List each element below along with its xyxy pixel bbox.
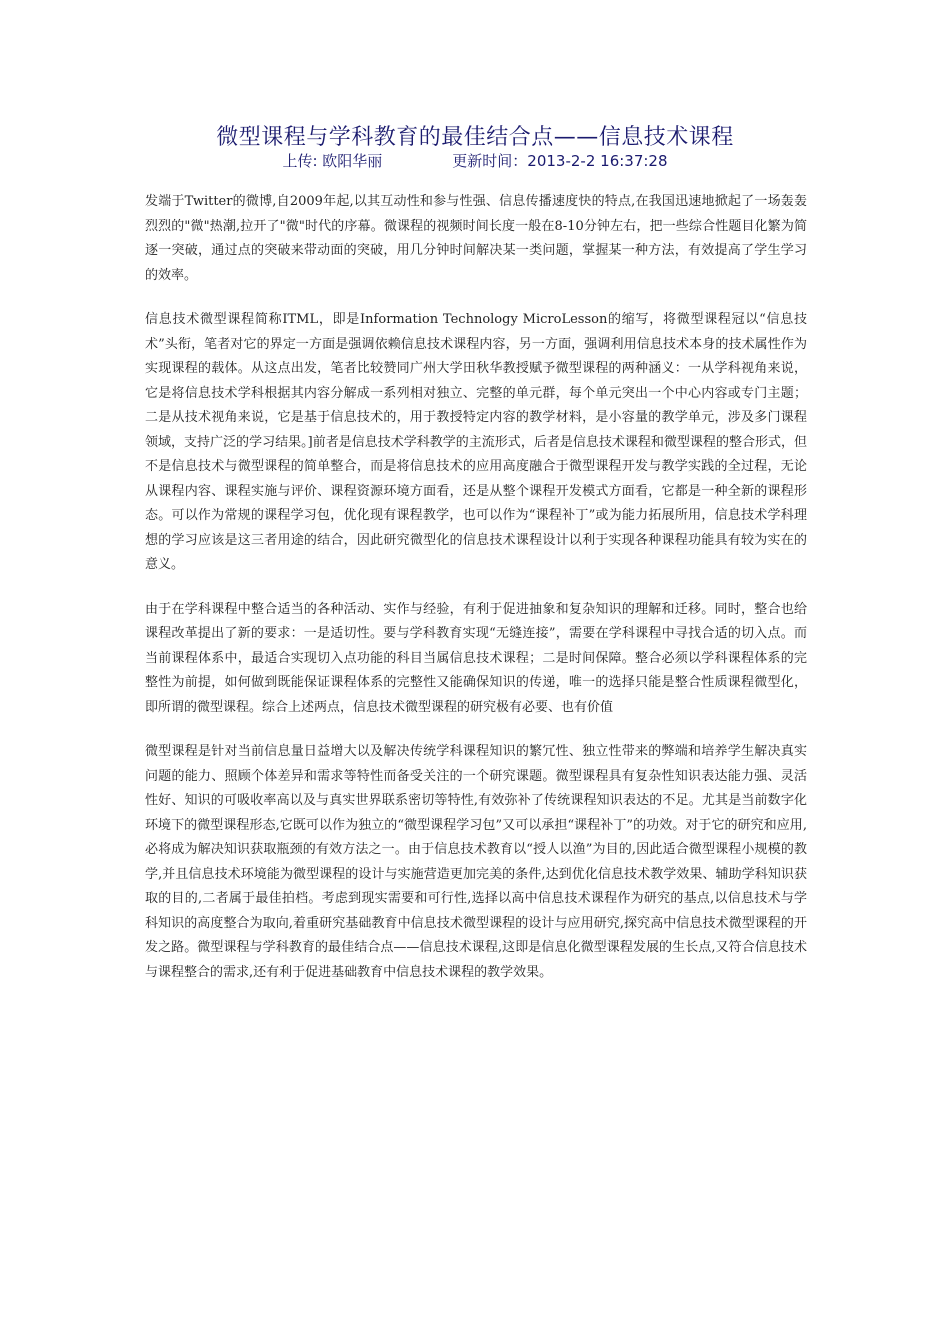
article-body	[145, 190, 807, 1005]
uploader-label: 上传: 欧阳华丽	[282, 152, 383, 170]
document-meta	[0, 150, 950, 171]
paragraph-2: 信息技术微型课程简称ITML，即是Information Technology MicroLesson的缩写，将微型课程冠以“信息技术”头衔，笔者对它的界定一方面是强调依赖信息技术课程内容，另一方面，强调利用信息技术本身的技术属性作为实现课程的载体。从这点出发，笔者比较赞同广州大学田秋华教授赋予微型课程的两种涵义：一从学科视角来说，它是将信息技术学科根据其内容分解成一系列相对独立、完整的单元群，每个单元突出一个中心内容或专门主题；二是从技术视角来说，它是基于信息技术的，用于教授特定内容的教学材料，是小容量的教学单元，涉及多门课程领域，支持广泛的学习结果。]前者是信息技术学科教学的主流形式，后者是信息技术课程和微型课程的整合形式，但不是信息技术与微型课程的简单整合，而是将信息技术的应用高度融合于微型课程开发与教学实践的全过程，无论从课程内容、课程实施与评价、课程资源环境方面看，还是从整个课程开发模式方面看，它都是一种全新的课程形态。可以作为常规的课程学习包，优化现有课程教学，也可以作为“课程补丁”或为能力拓展所用，信息技术学科理想的学习应该是这三者用途的结合，因此研究微型化的信息技术课程设计以利于实现各种课程功能具有较为实在的意义。	[145, 312, 807, 572]
updated-time: 更新时间：2013-2-2 16:37:28	[452, 152, 668, 170]
paragraph-3: 由于在学科课程中整合适当的各种活动、实作与经验，有利于促进抽象和复杂知识的理解和迁移。同时，整合也给课程改革提出了新的要求：一是适切性。要与学科教育实现“无缝连接”，需要在学科课程中寻找合适的切入点。而当前课程体系中，最适合实现切入点功能的科目当属信息技术课程；二是时间保障。整合必须以学科课程体系的完整性为前提，如何做到既能保证课程体系的完整性又能确保知识的传递，唯一的选择只能是整合性质课程微型化，即所谓的微型课程。综合上述两点，信息技术微型课程的研究极有必要、也有价值	[145, 601, 807, 715]
paragraph-4: 微型课程是针对当前信息量日益增大以及解决传统学科课程知识的繁冗性、独立性带来的弊端和培养学生解决真实问题的能力、照顾个体差异和需求等特性而备受关注的一个研究课题。微型课程具有复杂性知识表达能力强、灵活性好、知识的可吸收率高以及与真实世界联系密切等特性,有效弥补了传统课程知识表达的不足。尤其是当前数字化环境下的微型课程形态,它既可以作为独立的“微型课程学习包”又可以承担“课程补丁”的功效。对于它的研究和应用,必将成为解决知识获取瓶颈的有效方法之一。由于信息技术教育以“授人以渔”为目的,因此适合微型课程小规模的教学,并且信息技术环境能为微型课程的设计与实施营造更加完美的条件,达到优化信息技术教学效果、辅助学科知识获取的目的,二者属于最佳拍档。考虑到现实需要和可行性,选择以高中信息技术课程作为研究的基点,以信息技术与学科知识的高度整合为取向,着重研究基础教育中信息技术微型课程的设计与应用研究,探究高中信息技术微型课程的开发之路。微型课程与学科教育的最佳结合点——信息技术课程,这即是信息化微型课程发展的生长点,又符合信息技术与课程整合的需求,还有利于促进基础教育中信息技术课程的教学效果。	[145, 744, 807, 980]
paragraph-1: 发端于Twitter的微博,自2009年起,以其互动性和参与性强、信息传播速度快的特点,在我国迅速地掀起了一场轰轰烈烈的"微"热潮,拉开了"微"时代的序幕。微课程的视频时间长度一般在8-10分钟左右，把一些综合性题目化繁为简逐一突破，通过点的突破来带动面的突破，用几分钟时间解决某一类问题，掌握某一种方法，有效提高了学生学习的效率。	[145, 194, 807, 283]
document-title: 微型课程与学科教育的最佳结合点——信息技术课程	[216, 125, 734, 150]
